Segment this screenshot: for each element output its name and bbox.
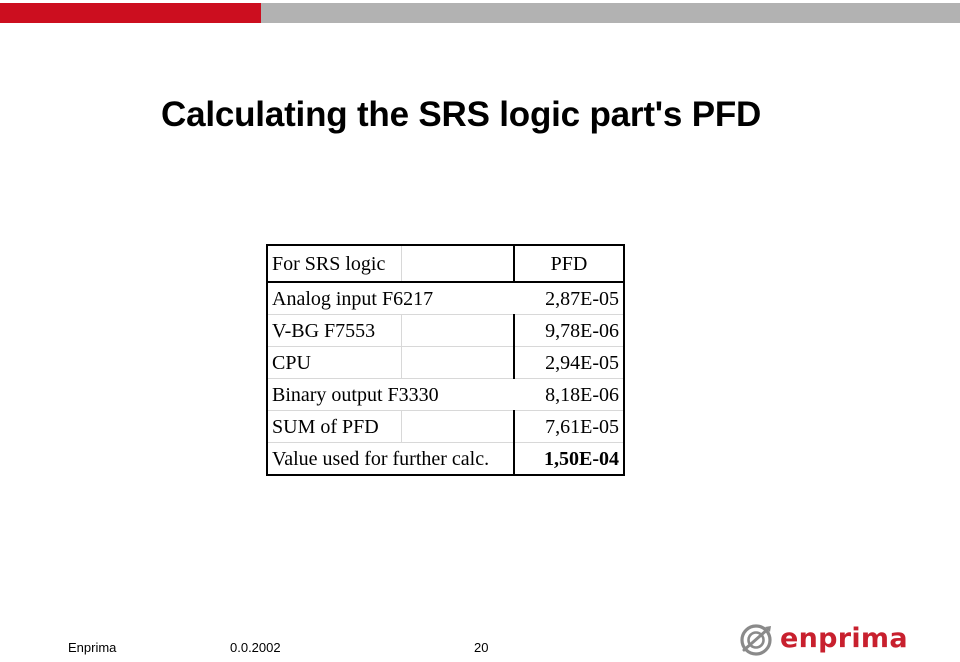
table-header-label: For SRS logic (267, 245, 402, 282)
row-value: 7,61E-05 (514, 411, 624, 443)
row-label: V-BG F7553 (267, 315, 402, 347)
table-row (267, 411, 624, 443)
table-row (267, 282, 624, 315)
row-label: Analog input F6217 (272, 287, 434, 310)
logo-wordmark: enprima (780, 623, 908, 654)
row-spacer (402, 315, 515, 347)
table-row (267, 347, 624, 379)
row-value: 2,94E-05 (514, 347, 624, 379)
row-value: 8,18E-06 (514, 379, 624, 411)
footer-page-number: 20 (474, 640, 489, 655)
enprima-logo-icon (738, 620, 778, 660)
footer-company: Enprima (68, 640, 117, 655)
row-label: CPU (267, 347, 402, 379)
top-bar-red-segment (0, 3, 261, 23)
top-bar-grey-segment (261, 3, 960, 23)
table-header-pfd: PFD (514, 245, 624, 282)
row-label: SUM of PFD (267, 411, 402, 443)
row-value: 9,78E-06 (514, 315, 624, 347)
row-label: Binary output F3330 (267, 379, 514, 411)
table-row (267, 443, 624, 476)
row-spacer (402, 411, 515, 443)
footer-date: 0.0.2002 (230, 640, 281, 655)
row-spacer (402, 347, 515, 379)
slide-title: Calculating the SRS logic part's PFD (161, 95, 762, 134)
table-header-row (267, 245, 624, 282)
top-accent-bar (0, 3, 960, 23)
pfd-table (266, 244, 625, 476)
row-value: 1,50E-04 (514, 443, 624, 476)
row-value: 2,87E-05 (545, 287, 619, 310)
table-row (267, 315, 624, 347)
table-row (267, 379, 624, 411)
table-header-spacer (402, 245, 515, 282)
row-label: Value used for further calc. (267, 443, 514, 476)
